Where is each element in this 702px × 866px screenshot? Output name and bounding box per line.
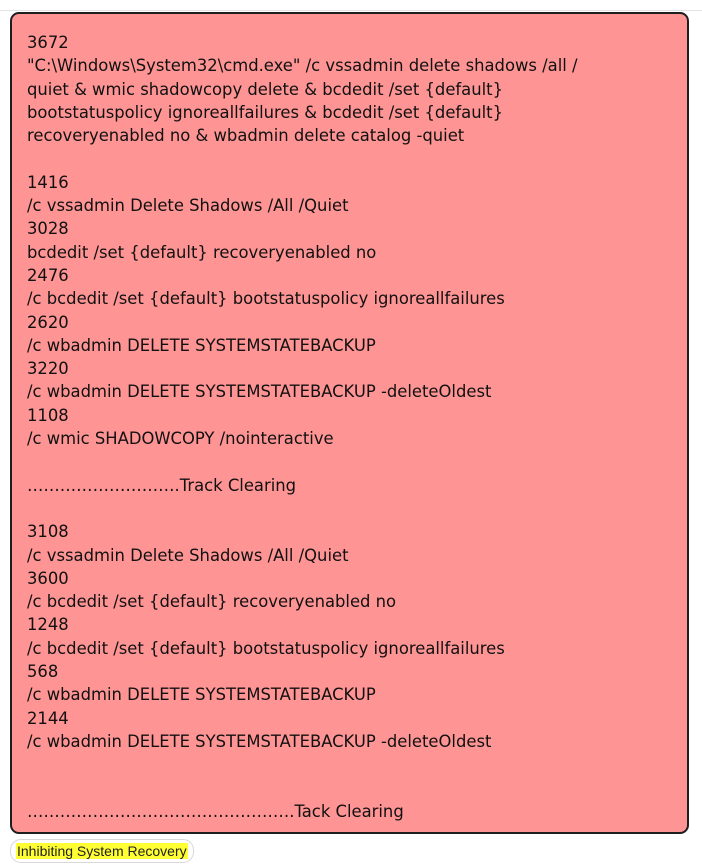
command-line: /c wbadmin DELETE SYSTEMSTATEBACKUP -deleteOldest [27, 382, 492, 402]
command-line: /c wmic SHADOWCOPY /nointeractive [27, 429, 334, 449]
process-id: 3028 [27, 219, 69, 239]
top-divider [0, 0, 702, 11]
command-line: /c bcdedit /set {default} recoveryenabled no [27, 592, 397, 612]
process-id: 1108 [27, 405, 69, 425]
process-id: 1248 [27, 615, 69, 635]
process-id: 2144 [27, 708, 69, 728]
blank-line [27, 497, 687, 520]
command-line: /c vssadmin Delete Shadows /All /Quiet [27, 196, 349, 216]
process-id: 568 [27, 662, 59, 682]
blank-line [27, 777, 687, 800]
section-label: ………………………………………….Tack Clearing [27, 801, 404, 821]
command-line: bcdedit /set {default} recoveryenabled no [27, 242, 377, 262]
command-line: /c wbadmin DELETE SYSTEMSTATEBACKUP [27, 335, 376, 355]
process-id: 3108 [27, 522, 69, 542]
caption-tag[interactable] [10, 839, 194, 863]
blank-line [27, 147, 687, 170]
command-line: recoveryenabled no & wbadmin delete catalog -quiet [27, 126, 465, 146]
blank-line [27, 450, 687, 473]
command-line: /c bcdedit /set {default} bootstatuspolicy ignoreallfailures [27, 289, 505, 309]
process-id: 3600 [27, 568, 69, 588]
caption-label: Inhibiting System Recovery [17, 843, 187, 859]
section-label: ……………………….Track Clearing [27, 475, 297, 495]
command-line: /c wbadmin DELETE SYSTEMSTATEBACKUP [27, 685, 376, 705]
command-line: quiet & wmic shadowcopy delete & bcdedit /set {default} [27, 79, 504, 99]
process-id: 3220 [27, 359, 69, 379]
process-id: 3672 [27, 33, 69, 52]
command-line: bootstatuspolicy ignoreallfailures & bcdedit /set {default} [27, 102, 504, 122]
command-line: /c wbadmin DELETE SYSTEMSTATEBACKUP -deleteOldest [27, 731, 492, 751]
command-line: "C:\Windows\System32\cmd.exe" /c vssadmin delete shadows /all / [27, 56, 578, 76]
command-line: /c vssadmin Delete Shadows /All /Quiet [27, 545, 349, 565]
process-id: 2476 [27, 265, 69, 285]
command-line: /c bcdedit /set {default} bootstatuspolicy ignoreallfailures [27, 638, 505, 658]
process-id: 2620 [27, 312, 69, 332]
sticky-note[interactable] [10, 12, 689, 834]
blank-line [27, 753, 687, 776]
process-id: 1416 [27, 172, 69, 192]
